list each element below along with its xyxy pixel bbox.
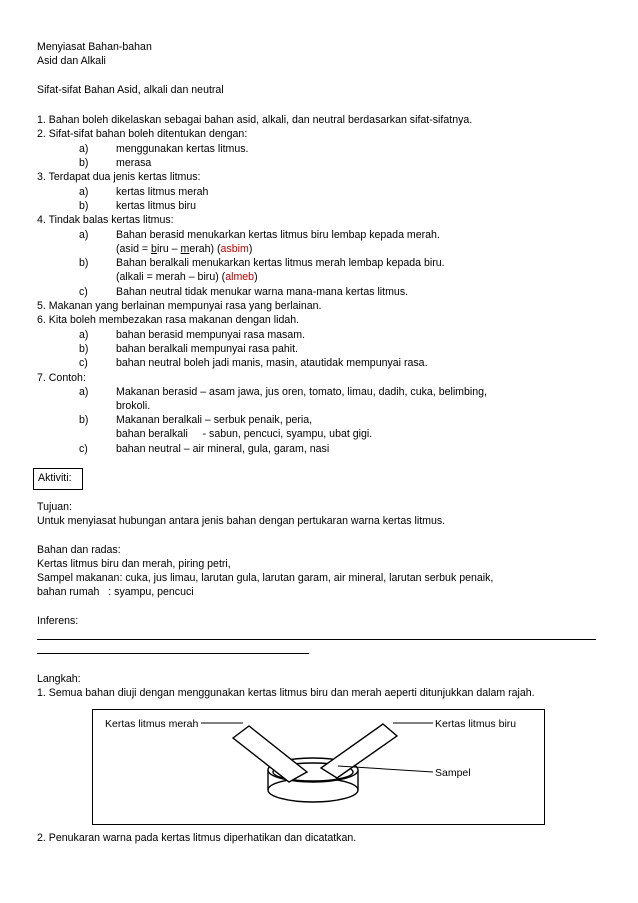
activity-label: Aktiviti: bbox=[38, 472, 72, 484]
steps-heading: Langkah: bbox=[37, 673, 81, 685]
litmus-test-illustration bbox=[93, 710, 544, 824]
point-4a-note: (asid = biru – merah) (asbim) bbox=[116, 243, 253, 255]
label-sample: Sampel bbox=[435, 767, 471, 779]
label-a: a) bbox=[79, 229, 89, 241]
label-c: c) bbox=[79, 357, 88, 369]
point-4a: Bahan berasid menukarkan kertas litmus biru lembap kepada merah. bbox=[116, 229, 440, 241]
litmus-test-diagram bbox=[92, 709, 545, 825]
activity-box bbox=[33, 468, 83, 490]
point-7a-cont: brokoli. bbox=[116, 400, 151, 412]
point-7b: Makanan beralkali – serbuk penaik, peria, bbox=[116, 414, 313, 426]
point-7a: Makanan berasid – asam jawa, jus oren, tomato, limau, dadih, cuka, belimbing, bbox=[116, 386, 487, 398]
point-2a: menggunakan kertas litmus. bbox=[116, 143, 249, 155]
point-3b: kertas litmus biru bbox=[116, 200, 197, 212]
point-4c: Bahan neutral tidak menukar warna mana-mana kertas litmus. bbox=[116, 286, 409, 298]
objective-text: Untuk menyiasat hubungan antara jenis bahan dengan pertukaran warna kertas litmus. bbox=[37, 515, 446, 527]
label-b: b) bbox=[79, 157, 89, 169]
label-blue-litmus: Kertas litmus biru bbox=[435, 718, 517, 730]
materials-line-1: Kertas litmus biru dan merah, piring petri, bbox=[37, 558, 231, 570]
materials-heading: Bahan dan radas: bbox=[37, 544, 121, 556]
point-6a: bahan berasid mempunyai rasa masam. bbox=[116, 329, 306, 341]
label-c: c) bbox=[79, 443, 88, 455]
label-b: b) bbox=[79, 343, 89, 355]
point-4: 4. Tindak balas kertas litmus: bbox=[37, 214, 174, 226]
point-7: 7. Contoh: bbox=[37, 372, 86, 384]
point-1: 1. Bahan boleh dikelaskan sebagai bahan asid, alkali, dan neutral berdasarkan sifat-sifatnya. bbox=[37, 114, 473, 126]
label-a: a) bbox=[79, 386, 89, 398]
point-2: 2. Sifat-sifat bahan boleh ditentukan dengan: bbox=[37, 128, 248, 140]
section-title: Sifat-sifat Bahan Asid, alkali dan neutral bbox=[37, 84, 224, 96]
label-a: a) bbox=[79, 186, 89, 198]
label-b: b) bbox=[79, 200, 89, 212]
inference-answer-line-2[interactable] bbox=[37, 653, 309, 654]
label-c: c) bbox=[79, 286, 88, 298]
inference-answer-line-1[interactable] bbox=[37, 639, 596, 640]
point-7c: bahan neutral – air mineral, gula, garam, nasi bbox=[116, 443, 330, 455]
title-line-2: Asid dan Alkali bbox=[37, 55, 106, 67]
inference-heading: Inferens: bbox=[37, 615, 79, 627]
point-2b: merasa bbox=[116, 157, 152, 169]
point-3a: kertas litmus merah bbox=[116, 186, 209, 198]
blue-litmus-strip bbox=[321, 724, 397, 778]
point-4b: Bahan beralkali menukarkan kertas litmus merah lembap kepada biru. bbox=[116, 257, 445, 269]
label-a: a) bbox=[79, 329, 89, 341]
label-red-litmus: Kertas litmus merah bbox=[105, 718, 199, 730]
point-6b: bahan beralkali mempunyai rasa pahit. bbox=[116, 343, 298, 355]
materials-line-3: bahan rumah : syampu, pencuci bbox=[37, 586, 194, 598]
step-1: 1. Semua bahan diuji dengan menggunakan kertas litmus biru dan merah aeperti ditunjukkan dalam rajah. bbox=[37, 687, 535, 699]
point-5: 5. Makanan yang berlainan mempunyai rasa yang berlainan. bbox=[37, 300, 322, 312]
point-6: 6. Kita boleh membezakan rasa makanan dengan lidah. bbox=[37, 314, 300, 326]
point-3: 3. Terdapat dua jenis kertas litmus: bbox=[37, 171, 201, 183]
point-4b-note: (alkali = merah – biru) (almeb) bbox=[116, 271, 258, 283]
step-2: 2. Penukaran warna pada kertas litmus diperhatikan dan dicatatkan. bbox=[37, 832, 357, 844]
label-b: b) bbox=[79, 257, 89, 269]
objective-heading: Tujuan: bbox=[37, 501, 72, 513]
materials-line-2: Sampel makanan: cuka, jus limau, larutan gula, larutan garam, air mineral, larutan serbuk penaik, bbox=[37, 572, 494, 584]
point-6c: bahan neutral boleh jadi manis, masin, atautidak mempunyai rasa. bbox=[116, 357, 428, 369]
point-7b-cont: bahan beralkali - sabun, pencuci, syampu, ubat gigi. bbox=[116, 428, 373, 440]
label-a: a) bbox=[79, 143, 89, 155]
title-line-1: Menyiasat Bahan-bahan bbox=[37, 41, 152, 53]
label-b: b) bbox=[79, 414, 89, 426]
